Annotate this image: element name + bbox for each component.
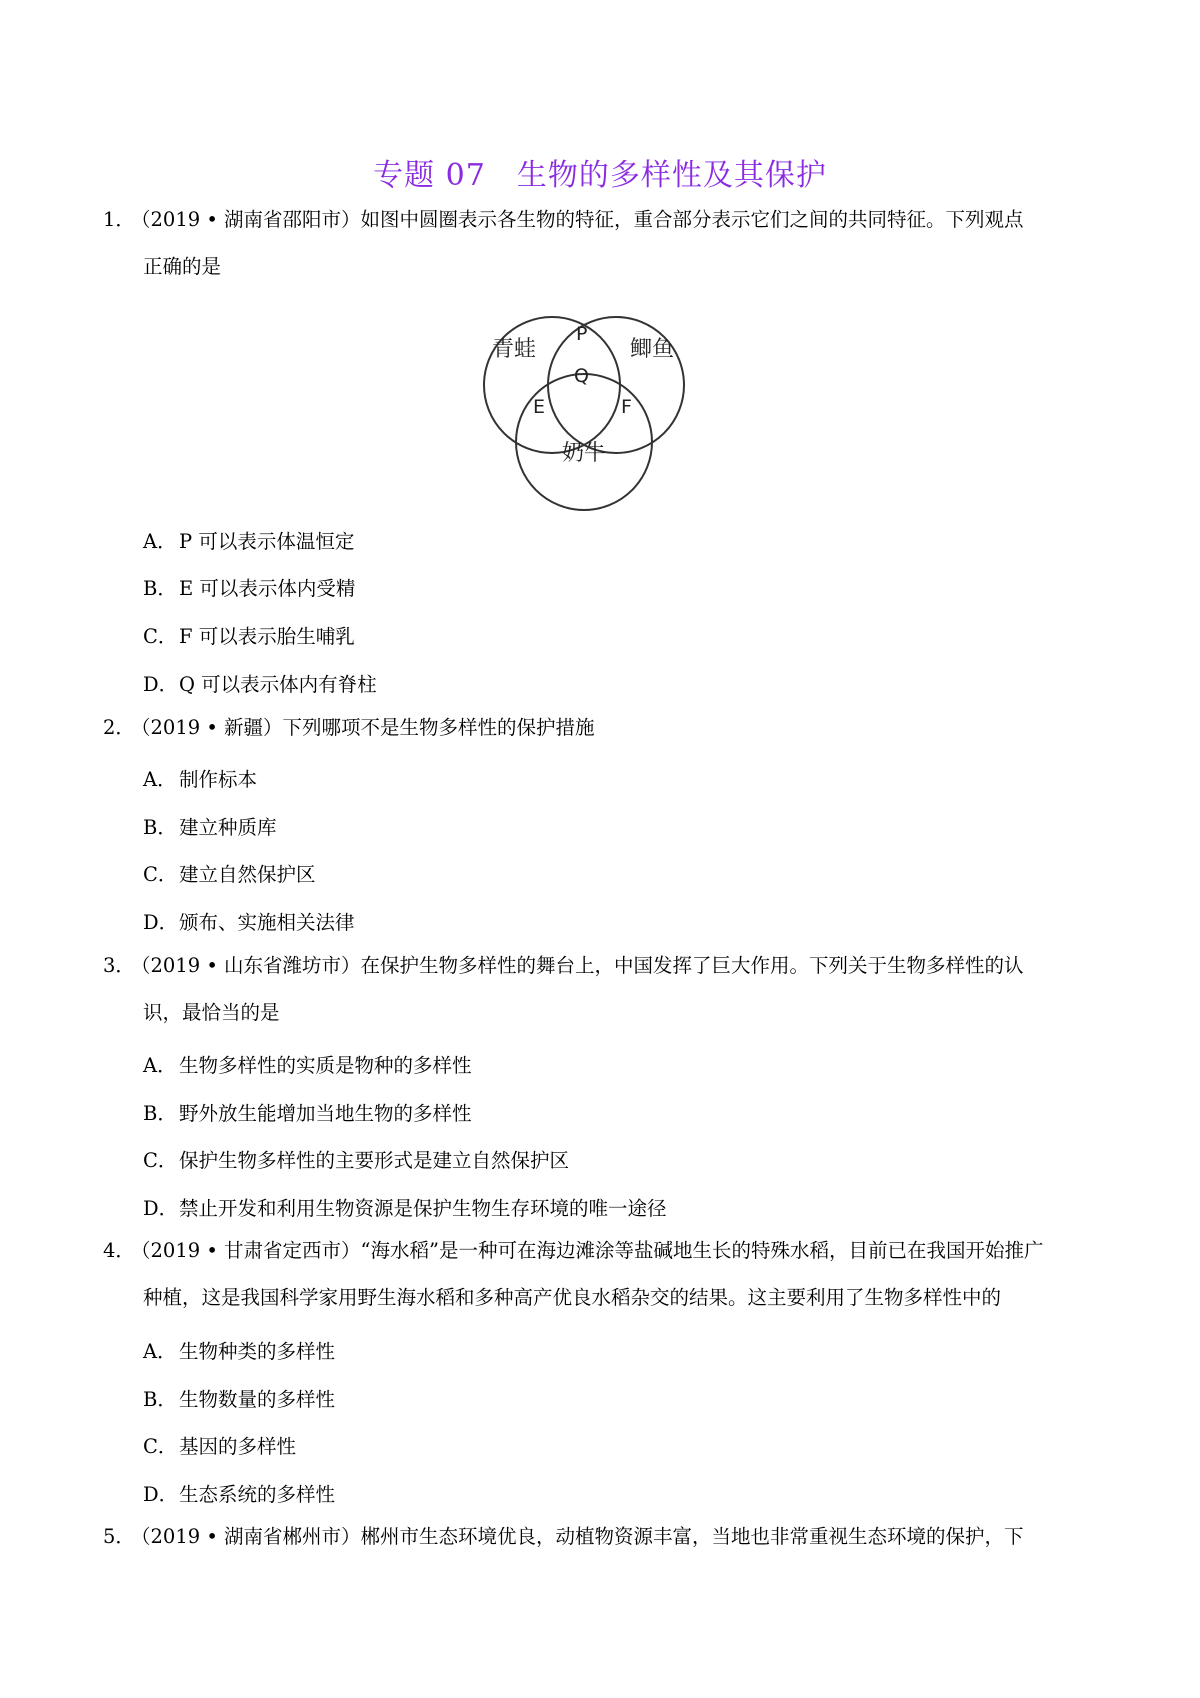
venn-diagram xyxy=(480,310,720,525)
question-2 xyxy=(103,704,1103,751)
question-3 xyxy=(103,942,1103,1036)
question-stem-continued: 识，最恰当的是 xyxy=(143,1001,280,1024)
question-number: 2． xyxy=(103,716,135,739)
option-1d: D．Q 可以表示体内有脊柱 xyxy=(143,673,377,696)
option-1a: A． P 可以表示体温恒定 xyxy=(143,530,355,553)
question-5 xyxy=(103,1513,1103,1560)
option-2d: D．颁布、实施相关法律 xyxy=(143,911,355,934)
label-e: E xyxy=(533,396,546,418)
option-3a: A． 生物多样性的实质是物种的多样性 xyxy=(143,1054,472,1077)
option-4a: A． 生物种类的多样性 xyxy=(143,1340,336,1363)
question-stem: （2019 • 新疆）下列哪项不是生物多样性的保护措施 xyxy=(131,716,595,739)
label-p: P xyxy=(576,323,588,345)
question-number: 3． xyxy=(103,954,135,977)
option-2a: A． 制作标本 xyxy=(143,768,258,791)
question-stem: （2019 • 山东省潍坊市）在保护生物多样性的舞台上，中国发挥了巨大作用。下列关于生物多样性的认 xyxy=(131,954,1024,977)
question-number: 1． xyxy=(103,208,135,231)
question-1 xyxy=(103,196,1103,290)
question-4 xyxy=(103,1227,1103,1321)
label-crucian: 鲫鱼 xyxy=(630,337,675,362)
option-3d: D．禁止开发和利用生物资源是保护生物生存环境的唯一途径 xyxy=(143,1197,667,1220)
option-2b: B． 建立种质库 xyxy=(143,816,277,839)
option-4c: C．基因的多样性 xyxy=(143,1435,297,1458)
option-4d: D．生态系统的多样性 xyxy=(143,1483,336,1506)
question-number: 5． xyxy=(103,1525,135,1548)
label-f: F xyxy=(621,396,632,418)
option-1c: C．F 可以表示胎生哺乳 xyxy=(143,625,355,648)
option-3b: B． 野外放生能增加当地生物的多样性 xyxy=(143,1102,472,1125)
question-number: 4． xyxy=(103,1239,135,1262)
label-q: Q xyxy=(574,365,589,387)
option-3c: C．保护生物多样性的主要形式是建立自然保护区 xyxy=(143,1149,570,1172)
question-stem: （2019 • 湖南省郴州市）郴州市生态环境优良，动植物资源丰富，当地也非常重视生态环境的保护，下 xyxy=(131,1525,1024,1548)
question-stem: （2019 • 湖南省邵阳市）如图中圆圈表示各生物的特征，重合部分表示它们之间的共同特征。下列观点 xyxy=(131,208,1024,231)
question-stem: （2019 • 甘肃省定西市）“海水稻”是一种可在海边滩涂等盐碱地生长的特殊水稻，目前已在我国开始推广 xyxy=(131,1239,1044,1262)
option-4b: B． 生物数量的多样性 xyxy=(143,1388,336,1411)
option-2c: C．建立自然保护区 xyxy=(143,863,316,886)
question-stem-continued: 种植，这是我国科学家用野生海水稻和多种高产优良水稻杂交的结果。这主要利用了生物多样性中的 xyxy=(143,1286,1002,1309)
page-title: 专题 07 生物的多样性及其保护 xyxy=(373,158,827,193)
question-stem-continued: 正确的是 xyxy=(143,255,222,278)
label-frog: 青蛙 xyxy=(492,337,537,362)
label-cow: 奶牛 xyxy=(562,441,607,466)
option-1b: B． E 可以表示体内受精 xyxy=(143,577,356,600)
